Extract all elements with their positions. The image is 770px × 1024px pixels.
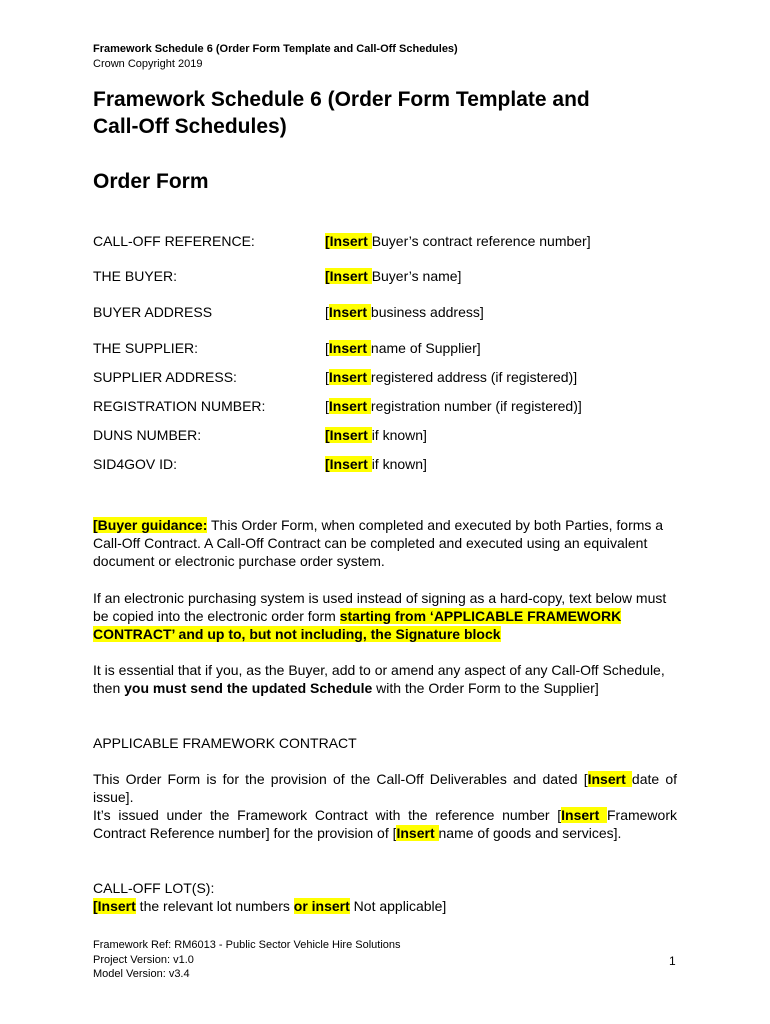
insert-highlight: [Insert bbox=[325, 427, 372, 443]
call-off-lots-heading: CALL-OFF LOT(S): bbox=[93, 880, 215, 896]
or-insert-highlight: or insert bbox=[293, 898, 350, 914]
field-bracket: [ bbox=[325, 340, 329, 356]
applicable-framework-heading: APPLICABLE FRAMEWORK CONTRACT bbox=[93, 735, 357, 751]
field-value-buyer-address bbox=[325, 304, 484, 320]
lots-text: the relevant lot numbers bbox=[135, 898, 294, 914]
essential-bold-text: you must send the updated Schedule bbox=[124, 680, 373, 696]
field-value-text: name of Supplier] bbox=[370, 340, 481, 356]
field-bracket: [ bbox=[325, 304, 329, 320]
issued-text: It’s issued under the Framework Contract with the reference number [ bbox=[93, 807, 562, 823]
field-value-text: business address] bbox=[370, 304, 484, 320]
document-title bbox=[93, 86, 693, 140]
header-copyright: Crown Copyright 2019 bbox=[93, 58, 203, 70]
field-bracket: [ bbox=[325, 398, 329, 414]
field-label-buyer-address: BUYER ADDRESS bbox=[93, 304, 213, 320]
insert-highlight: [Insert bbox=[325, 233, 372, 249]
insert-highlight: [Insert bbox=[93, 898, 136, 914]
buyer-guidance-label: [Buyer guidance: bbox=[93, 517, 208, 533]
field-value-call-off-reference bbox=[325, 233, 591, 249]
issued-text-end: name of goods and services]. bbox=[438, 825, 622, 841]
field-value-supplier-address bbox=[325, 369, 577, 385]
document-title-line1: Framework Schedule 6 (Order Form Template and bbox=[93, 88, 590, 111]
insert-highlight: Insert bbox=[587, 771, 632, 787]
field-value-duns-number bbox=[325, 427, 427, 443]
field-label-registration-number: REGISTRATION NUMBER: bbox=[93, 398, 266, 414]
buyer-guidance-paragraph bbox=[93, 516, 677, 570]
header-title: Framework Schedule 6 (Order Form Template and Call-Off Schedules) bbox=[93, 43, 458, 55]
field-label-the-supplier: THE SUPPLIER: bbox=[93, 340, 199, 356]
lots-text-end: Not applicable] bbox=[349, 898, 447, 914]
insert-highlight: Insert bbox=[328, 340, 371, 356]
issued-text-mid: Framework Contract Reference number] for the provision of [ bbox=[93, 807, 677, 841]
footer-model-version: Model Version: v3.4 bbox=[93, 968, 190, 980]
field-value-text: registered address (if registered)] bbox=[370, 369, 578, 385]
field-label-the-buyer: THE BUYER: bbox=[93, 268, 178, 284]
insert-highlight: [Insert bbox=[325, 268, 372, 284]
field-label-supplier-address: SUPPLIER ADDRESS: bbox=[93, 369, 237, 385]
essential-text: It is essential that if you, as the Buyer, add to or amend any aspect of any Call-Off Schedule, then bbox=[93, 662, 665, 696]
order-form-provision-paragraph bbox=[93, 770, 677, 842]
insert-highlight: Insert bbox=[561, 807, 607, 823]
field-value-sid4gov-id bbox=[325, 456, 427, 472]
essential-paragraph bbox=[93, 661, 677, 697]
insert-highlight: Insert bbox=[328, 369, 371, 385]
insert-highlight: Insert bbox=[328, 304, 371, 320]
electronic-system-text: If an electronic purchasing system is used instead of signing as a hard-copy, text below must be copied into the electronic order form bbox=[93, 590, 667, 624]
field-value-text: if known] bbox=[371, 427, 427, 443]
electronic-system-highlight: starting from ‘APPLICABLE FRAMEWORK CONTRACT’ and up to, but not including, the Signature block bbox=[93, 608, 622, 642]
field-value-text: if known] bbox=[371, 456, 427, 472]
footer-project-version: Project Version: v1.0 bbox=[93, 954, 194, 966]
document-title-line2: Call-Off Schedules) bbox=[93, 115, 287, 138]
field-value-text: registration number (if registered)] bbox=[370, 398, 582, 414]
field-value-the-buyer bbox=[325, 268, 461, 284]
field-value-text: Buyer’s contract reference number] bbox=[371, 233, 591, 249]
insert-highlight: Insert bbox=[396, 825, 439, 841]
field-bracket: [ bbox=[325, 369, 329, 385]
footer-framework-ref: Framework Ref: RM6013 - Public Sector Vehicle Hire Solutions bbox=[93, 939, 401, 951]
insert-highlight: [Insert bbox=[325, 456, 372, 472]
essential-text-end: with the Order Form to the Supplier] bbox=[372, 680, 599, 696]
order-form-title: Order Form bbox=[93, 170, 209, 193]
call-off-lots-value bbox=[93, 897, 677, 915]
field-value-the-supplier bbox=[325, 340, 481, 356]
insert-highlight: Insert bbox=[328, 398, 371, 414]
electronic-system-paragraph bbox=[93, 589, 677, 643]
field-value-registration-number bbox=[325, 398, 582, 414]
field-value-text: Buyer’s name] bbox=[371, 268, 462, 284]
field-label-duns-number: DUNS NUMBER: bbox=[93, 427, 202, 443]
field-label-call-off-reference: CALL-OFF REFERENCE: bbox=[93, 233, 255, 249]
buyer-guidance-text: This Order Form, when completed and executed by both Parties, forms a Call-Off Contract. A Call-Off Contract can be completed and executed using an equivalent document or electronic purchase order system. bbox=[93, 517, 664, 569]
provision-text-end: date of issue]. bbox=[93, 771, 677, 805]
field-label-sid4gov-id: SID4GOV ID: bbox=[93, 456, 178, 472]
page-number: 1 bbox=[669, 954, 676, 968]
provision-text: This Order Form is for the provision of the Call-Off Deliverables and dated [ bbox=[93, 771, 588, 787]
